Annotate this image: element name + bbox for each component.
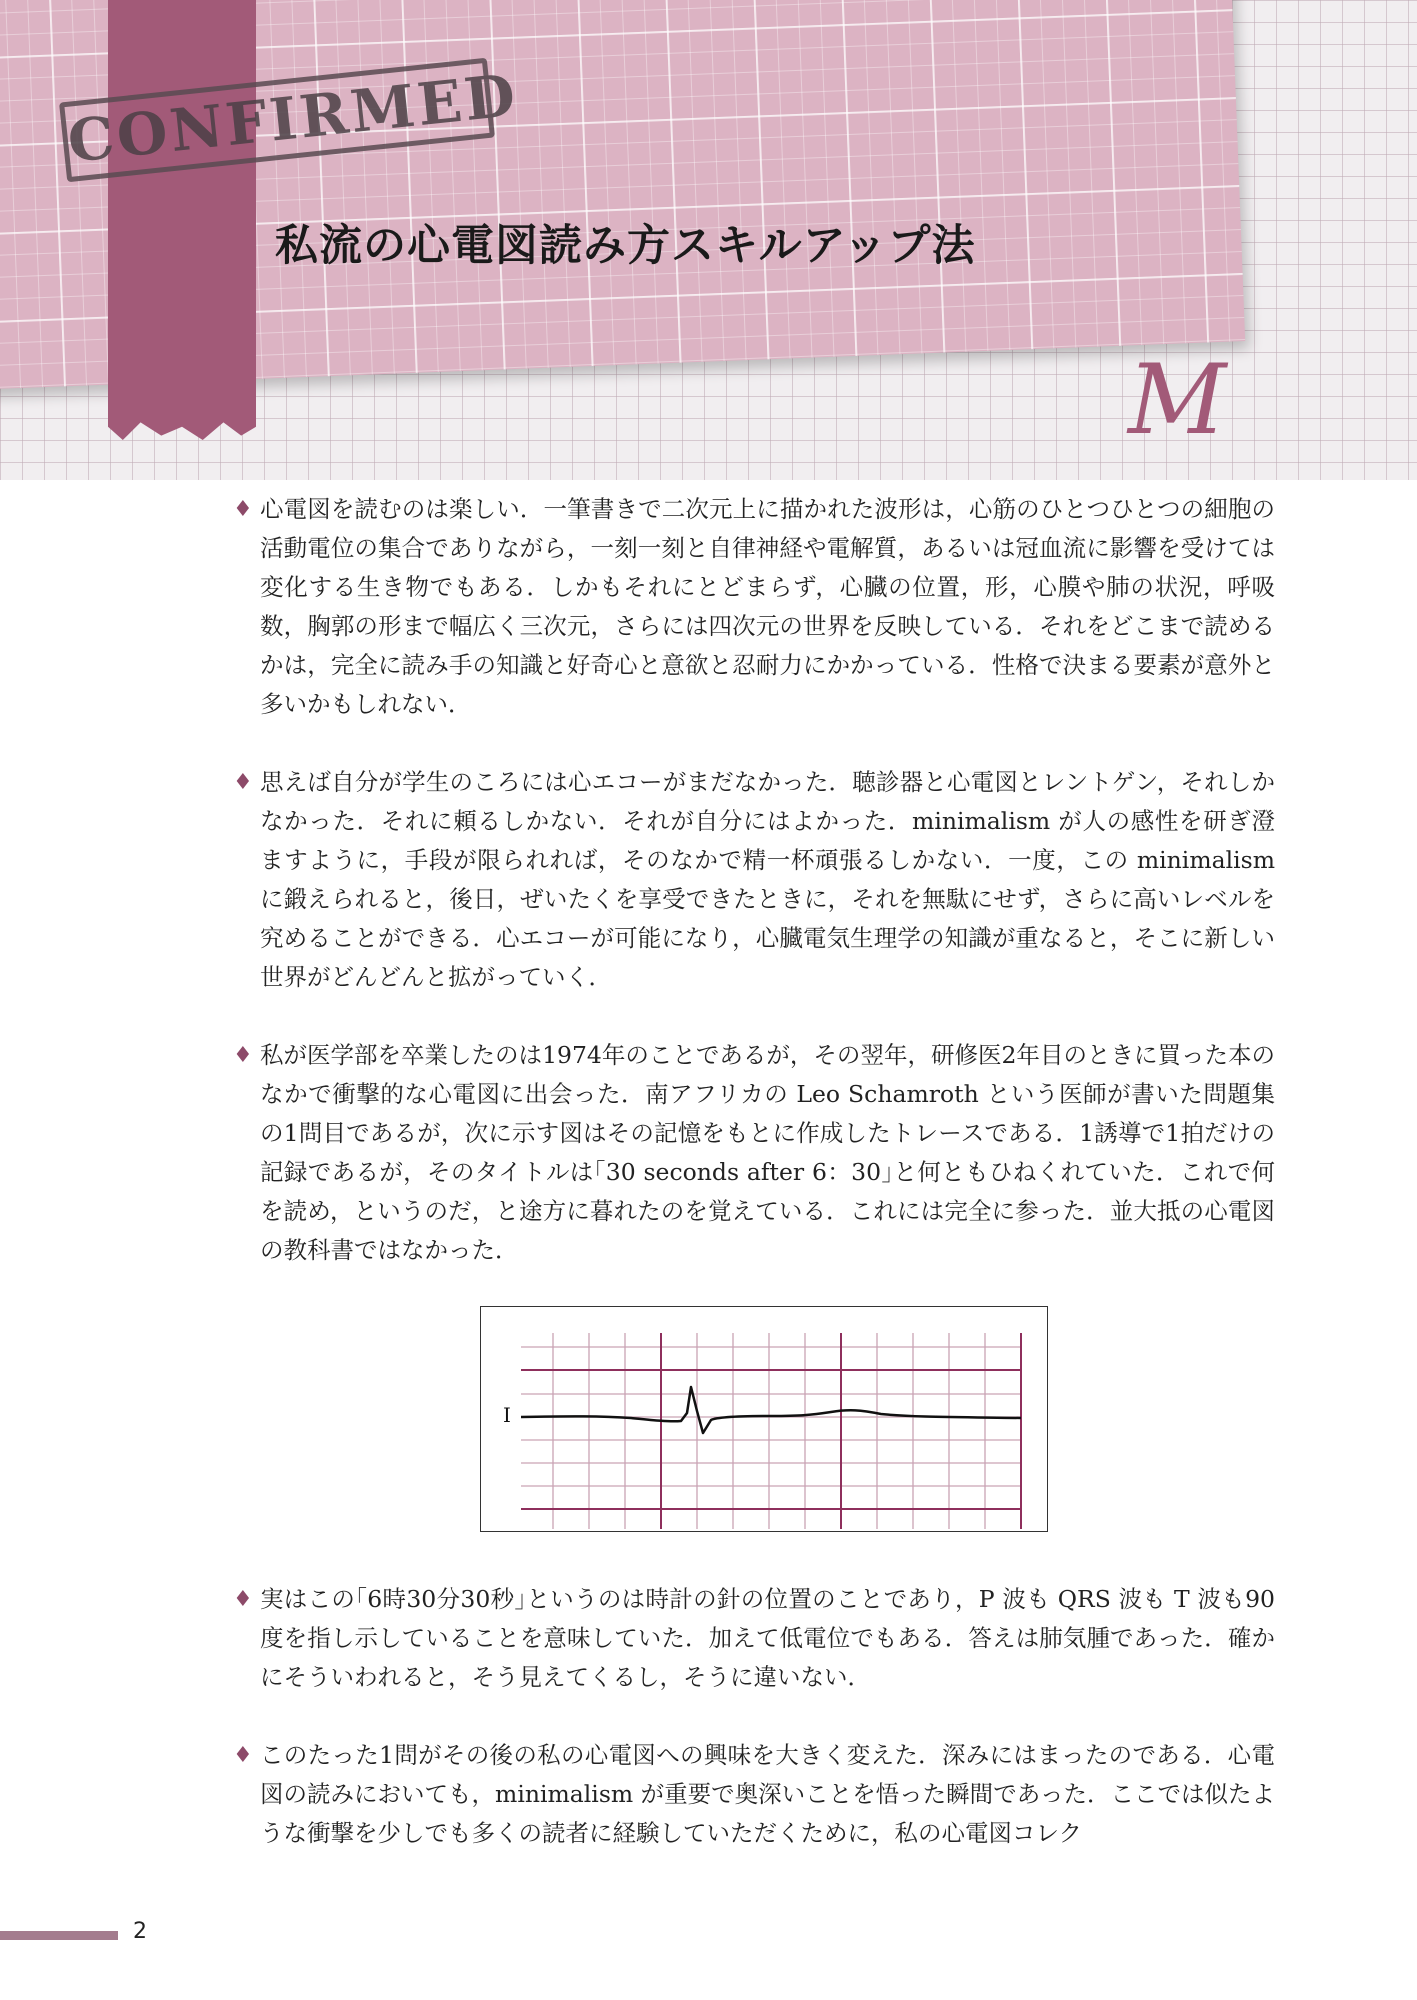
paragraph-2 xyxy=(233,763,1275,997)
paragraph-text: 心電図を読むのは楽しい．一筆書きで二次元上に描かれた波形は，心筋のひとつひとつの細胞の活動電位の集合でありながら，一刻一刻と自律神経や電解質，あるいは冠血流に影響を受けては変化する生き物でもある．しかもそれにとどまらず，心臓の位置，形，心膜や肺の状況，呼吸数，胸郭の形まで幅広く三次元，さらには四次元の世界を反映している．それをどこまで読めるかは，完全に読み手の知識と好奇心と意欲と忍耐力にかかっている．性格で決まる要素が意外と多いかもしれない． xyxy=(260,495,1275,718)
ecg-trace-graphic xyxy=(481,1307,1047,1531)
paragraph-1 xyxy=(233,490,1275,724)
ecg-figure xyxy=(480,1306,1048,1532)
confirmed-stamp: CONFIRMED xyxy=(59,58,495,183)
diamond-bullet-icon: ♦ xyxy=(233,1043,253,1068)
diamond-bullet-icon: ♦ xyxy=(233,770,253,795)
page-header xyxy=(0,0,1417,480)
paragraph-3 xyxy=(233,1036,1275,1270)
page-number: 2 xyxy=(133,1919,147,1944)
diamond-bullet-icon: ♦ xyxy=(233,497,253,522)
paragraph-text: このたった1問がその後の私の心電図への興味を大きく変えた．深みにはまったのである．心電図の読みにおいても，minimalism が重要で奥深いことを悟った瞬間であった．ここでは似たような衝撃を少しでも多くの読者に経験していただくために，私の心電図コレク xyxy=(260,1741,1275,1847)
paragraph-text: 思えば自分が学生のころには心エコーがまだなかった．聴診器と心電図とレントゲン，それしかなかった．それに頼るしかない．それが自分にはよかった．minimalism が人の感性を研ぎ澄ますように，手段が限られれば，そのなかで精一杯頑張るしかない．一度，この minimalism に鍛えられると，後日，ぜいたくを享受できたときに，それを無駄にせず，さらに高いレベルを究めることができる．心エコーが可能になり，心臓電気生理学の知識が重なると，そこに新しい世界がどんどんと拡がっていく． xyxy=(260,768,1275,991)
paragraph-5 xyxy=(233,1736,1275,1853)
page-title: 私流の心電図読み方スキルアップ法 xyxy=(275,221,976,271)
paragraph-4 xyxy=(233,1580,1275,1697)
header-ribbon-band xyxy=(108,0,256,440)
diamond-bullet-icon: ♦ xyxy=(233,1743,253,1768)
paragraph-text: 私が医学部を卒業したのは1974年のことであるが，その翌年，研修医2年目のときに買った本のなかで衝撃的な心電図に出会った．南アフリカの Leo Schamroth という医師が書いた問題集の1問目であるが，次に示す図はその記憶をもとに作成したトレースである．1誘導で1拍だけの記録であるが，そのタイトルは｢30 seconds after 6：30｣と何ともひねくれていた．これで何を読め，というのだ，と途方に暮れたのを覚えている．これには完全に参った．並大抵の心電図の教科書ではなかった． xyxy=(260,1041,1275,1264)
lead-label: I xyxy=(503,1403,511,1427)
m-logo-icon: M xyxy=(1128,344,1227,456)
diamond-bullet-icon: ♦ xyxy=(233,1587,253,1612)
footer-bar xyxy=(0,1931,118,1940)
paragraph-text: 実はこの｢6時30分30秒｣というのは時計の針の位置のことであり，P 波も QRS 波も T 波も90度を指し示していることを意味していた．加えて低電位でもある．答えは肺気腫であった．確かにそういわれると，そう見えてくるし，そうに違いない． xyxy=(260,1585,1275,1691)
